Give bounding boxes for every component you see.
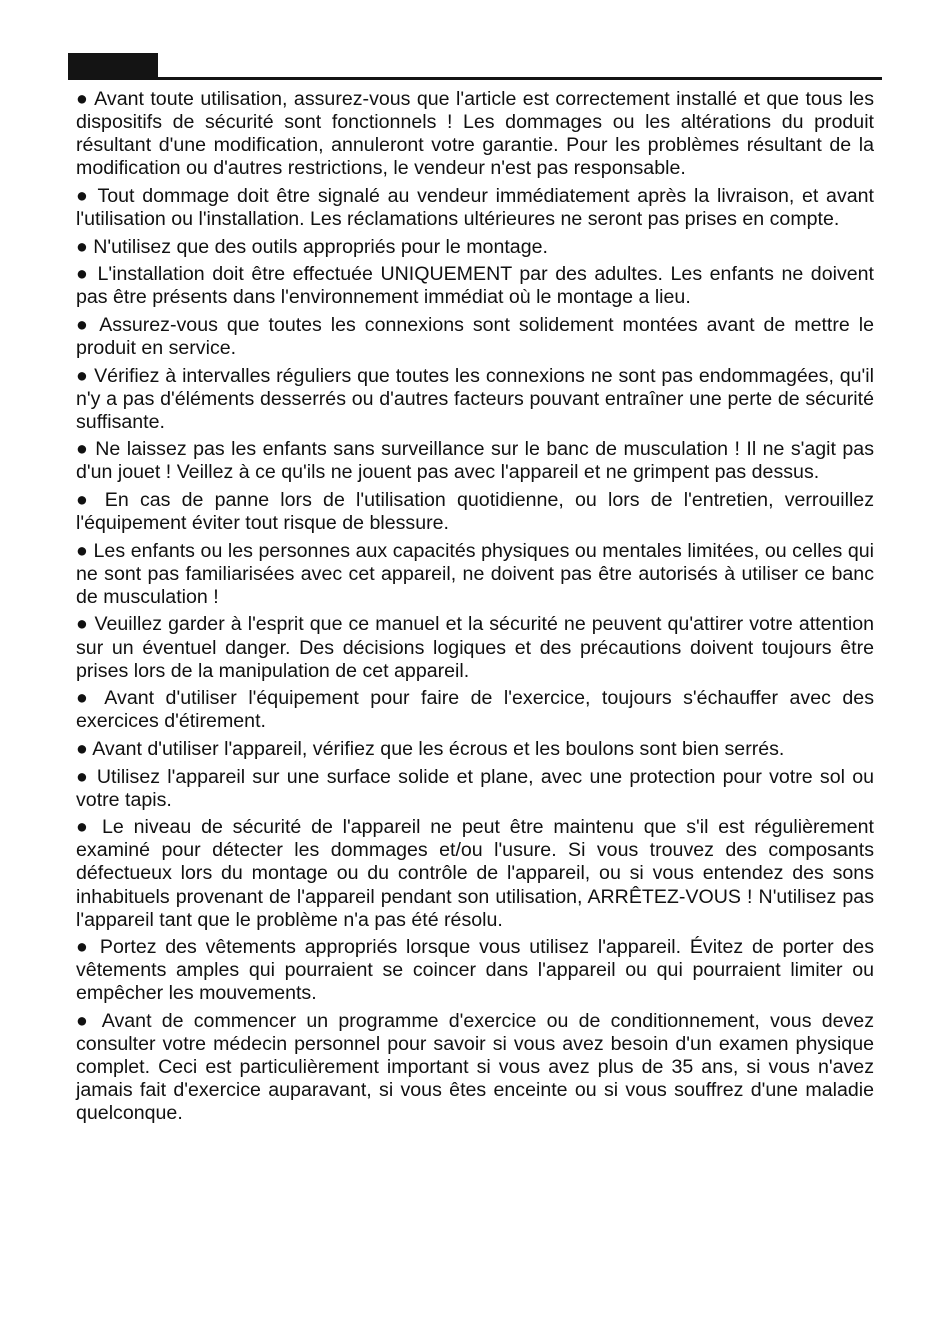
safety-paragraph: ● Vérifiez à intervalles réguliers que toutes les connexions ne sont pas endommagées, qu'il n'y a pas d'éléments desserrés ou d'autres facteurs pouvant entraîner une perte de sécurité suffisante. — [76, 364, 874, 433]
safety-paragraph: ● Avant de commencer un programme d'exercice ou de conditionnement, vous devez consulter votre médecin personnel pour savoir si vous avez besoin d'un examen physique complet. Ceci est particulièrement important si vous avez plus de 35 ans, si vous n'avez jamais fait d'exercice auparavant, si vous êtes enceinte ou si vous souffrez d'une maladie quelconque. — [76, 1009, 874, 1125]
safety-instructions — [76, 88, 874, 1130]
safety-paragraph: ● Veuillez garder à l'esprit que ce manuel et la sécurité ne peuvent qu'attirer votre attention sur un éventuel danger. Des décisions logiques et des précautions doivent toujours être prises lors de la manipulation de cet appareil. — [76, 613, 874, 682]
safety-paragraph: ● En cas de panne lors de l'utilisation quotidienne, ou lors de l'entretien, verrouillez l'équipement éviter tout risque de blessure. — [76, 489, 874, 535]
safety-paragraph: ● Ne laissez pas les enfants sans surveillance sur le banc de musculation ! Il ne s'agit pas d'un jouet ! Veillez à ce qu'ils ne jouent pas avec l'appareil et ne grimpent pas dessus. — [76, 438, 874, 484]
safety-paragraph: ● N'utilisez que des outils appropriés pour le montage. — [76, 235, 548, 258]
safety-paragraph: ● Les enfants ou les personnes aux capacités physiques ou mentales limitées, ou celles qui ne sont pas familiarisées avec cet appareil, ne doivent pas être autorisés à utiliser ce banc de musculation ! — [76, 539, 874, 608]
header-tab-block — [68, 53, 158, 80]
safety-paragraph: ● Avant d'utiliser l'équipement pour faire de l'exercice, toujours s'échauffer avec des exercices d'étirement. — [76, 687, 874, 733]
safety-paragraph: ● Portez des vêtements appropriés lorsque vous utilisez l'appareil. Évitez de porter des vêtements amples qui pourraient se coincer dans l'appareil ou qui pourraient limiter ou empêcher les mouvements. — [76, 936, 874, 1005]
safety-paragraph: ● Avant d'utiliser l'appareil, vérifiez que les écrous et les boulons sont bien serrés. — [76, 737, 785, 760]
safety-paragraph: ● Avant toute utilisation, assurez-vous que l'article est correctement installé et que tous les dispositifs de sécurité sont fonctionnels ! Les dommages ou les altérations du produit résultant d'une modification, annuleront votre garantie. Pour les problèmes résultant de la modification ou d'autres restrictions, le vendeur n'est pas responsable. — [76, 88, 874, 180]
safety-paragraph: ● Le niveau de sécurité de l'appareil ne peut être maintenu que s'il est régulièrement examiné pour détecter les dommages et/ou l'usure. Si vous trouvez des composants défectueux lors du montage ou du contrôle de l'appareil, ou si vous entendez des sons inhabituels provenant de l'appareil pendant son utilisation, ARRÊTEZ-VOUS ! N'utilisez pas l'appareil tant que le problème n'a pas été résolu. — [76, 816, 874, 931]
safety-paragraph: ● L'installation doit être effectuée UNIQUEMENT par des adultes. Les enfants ne doivent pas être présents dans l'environnement immédiat où le montage a lieu. — [76, 263, 874, 309]
safety-paragraph: ● Utilisez l'appareil sur une surface solide et plane, avec une protection pour votre sol ou votre tapis. — [76, 765, 874, 811]
header-rule — [158, 77, 882, 80]
safety-paragraph: ● Tout dommage doit être signalé au vendeur immédiatement après la livraison, et avant l'utilisation ou l'installation. Les réclamations ultérieures ne seront pas prises en compte. — [76, 184, 874, 230]
safety-paragraph: ● Assurez-vous que toutes les connexions sont solidement montées avant de mettre le produit en service. — [76, 313, 874, 359]
